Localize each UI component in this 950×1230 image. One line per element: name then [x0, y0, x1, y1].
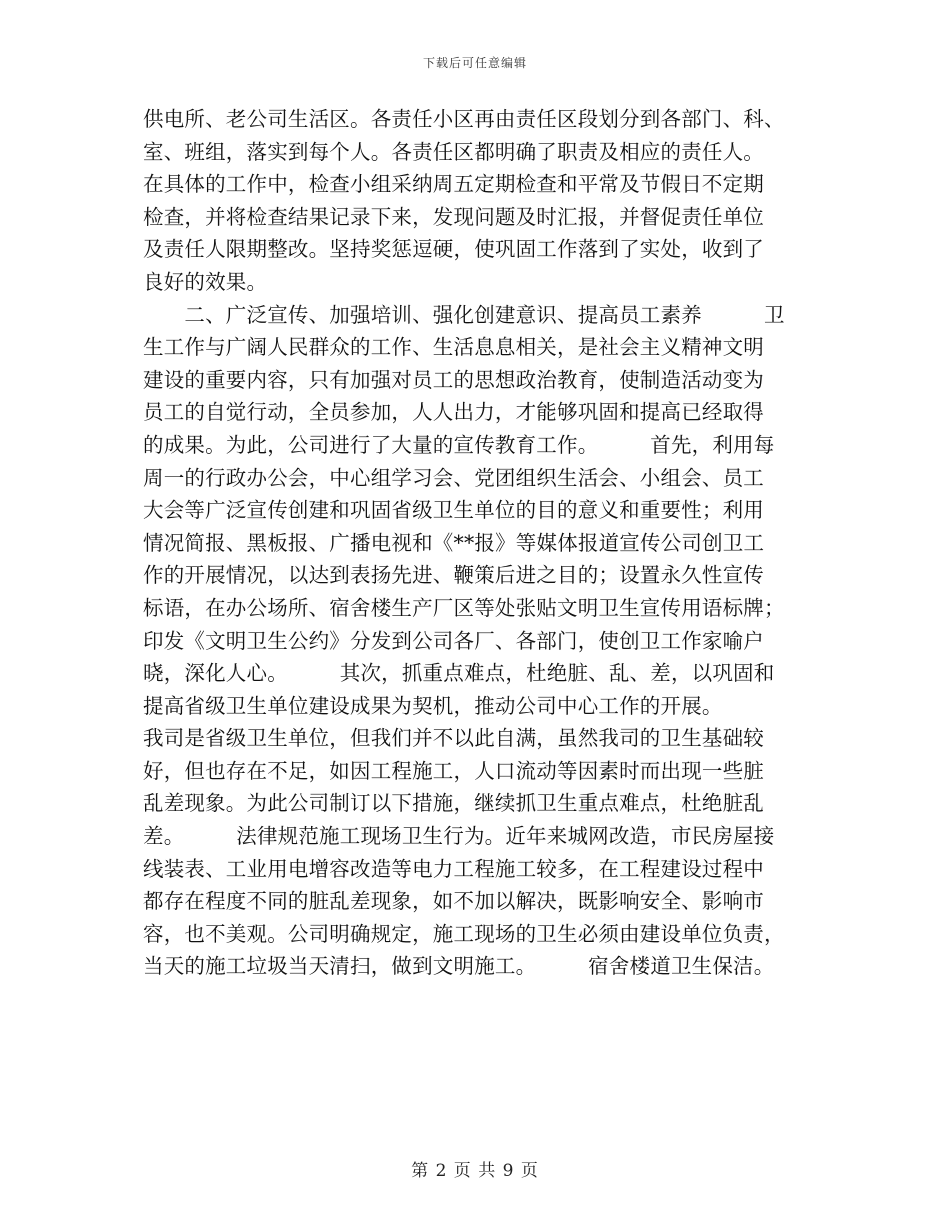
text-line: 容，也不美观。公司明确规定，施工现场的卫生必须由建设单位负责， [143, 921, 785, 946]
text-line: 我司是省级卫生单位，但我们并不以此自满，虽然我司的卫生基础较 [143, 726, 764, 751]
text-line: 情况简报、黑板报、广播电视和《**报》等媒体报道宣传公司创卫工 [143, 530, 765, 555]
text-line: 室、班组，落实到每个人。各责任区都明确了职责及相应的责任人。 [143, 139, 764, 164]
text-line: 及责任人限期整改。坚持奖惩逗硬，使巩固工作落到了实处，收到了 [143, 237, 764, 262]
text-line: 好，但也存在不足，如因工程施工，人口流动等因素时而出现一些脏 [143, 758, 764, 783]
text-line: 印发《文明卫生公约》分发到公司各厂、各部门，使创卫工作家喻户 [143, 628, 764, 653]
text-line: 提高省级卫生单位建设成果为契机，推动公司中心工作的开展。 [143, 693, 723, 718]
text-line: 周一的行政办公会，中心组学习会、党团组织生活会、小组会、员工 [143, 465, 764, 490]
text-line: 线装表、工业用电增容改造等电力工程施工较多，在工程建设过程中 [143, 856, 764, 881]
page-header: 下载后可任意编辑 [422, 56, 527, 70]
text-line: 差。 法律规范施工现场卫生行为。近年来城网改造，市民房屋接 [143, 824, 775, 849]
text-line: 供电所、老公司生活区。各责任小区再由责任区段划分到各部门、科、 [143, 107, 785, 131]
page-footer: 第 2 页 共 9 页 [411, 1161, 539, 1181]
text-line: 二、广泛宣传、加强培训、强化创建意识、提高员工素养 卫 [143, 302, 785, 327]
text-line: 当天的施工垃圾当天清扫，做到文明施工。 宿舍楼道卫生保洁。 [143, 954, 775, 979]
text-line: 检查，并将检查结果记录下来，发现问题及时汇报，并督促责任单位 [143, 204, 764, 229]
document-body [143, 103, 813, 983]
text-line: 良好的效果。 [143, 269, 268, 294]
text-line: 都存在程度不同的脏乱差现象，如不加以解决，既影响安全、影响市 [143, 889, 764, 914]
text-line: 的成果。为此，公司进行了大量的宣传教育工作。 首先，利用每 [143, 432, 775, 457]
text-line: 员工的自觉行动，全员参加，人人出力，才能够巩固和提高已经取得 [143, 400, 764, 425]
text-line: 大会等广泛宣传创建和巩固省级卫生单位的目的意义和重要性；利用 [143, 498, 764, 523]
text-line: 乱差现象。为此公司制订以下措施，继续抓卫生重点难点，杜绝脏乱 [143, 791, 764, 816]
text-line: 在具体的工作中，检查小组采纳周五定期检查和平常及节假日不定期 [143, 172, 764, 197]
text-line: 生工作与广阔人民群众的工作、生活息息相关，是社会主义精神文明 [143, 335, 764, 360]
text-line: 建设的重要内容，只有加强对员工的思想政治教育，使制造活动变为 [143, 367, 764, 392]
text-line: 作的开展情况，以达到表扬先进、鞭策后进之目的；设置永久性宣传 [143, 563, 764, 588]
text-line: 标语，在办公场所、宿舍楼生产厂区等处张贴文明卫生宣传用语标牌； [143, 595, 785, 620]
text-line: 晓，深化人心。 其次，抓重点难点，杜绝脏、乱、差，以巩固和 [143, 661, 775, 686]
